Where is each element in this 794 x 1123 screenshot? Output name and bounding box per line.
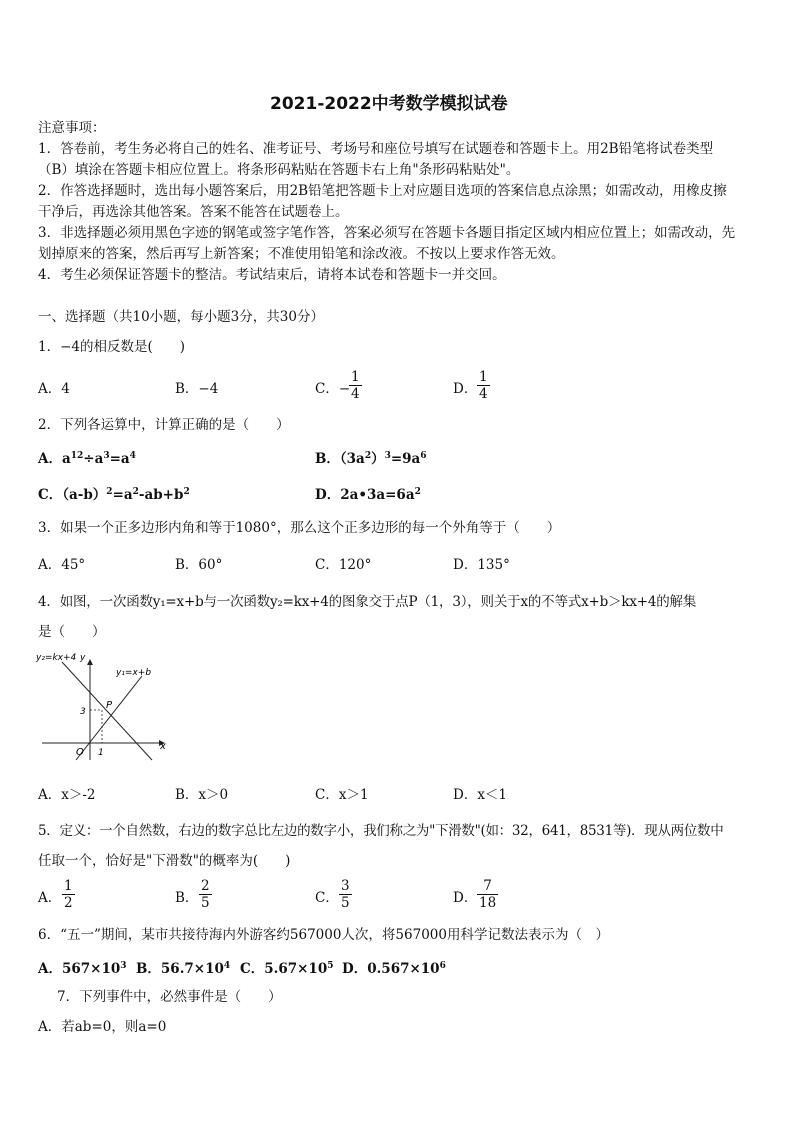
question-2-stem: 2．下列各运算中，计算正确的是（ ） xyxy=(38,417,290,433)
question-4-stem-continued: 是（ ） xyxy=(38,624,106,640)
exponent: 2 xyxy=(132,487,139,497)
label-three: 3 xyxy=(80,707,86,717)
q2-a-text: ÷a xyxy=(83,451,104,467)
notice-line: 划掉原来的答案，然后再写上新答案；不准使用铅笔和涂改液。不按以上要求作答无效。 xyxy=(38,246,565,262)
question-1-stem: 1．−4的相反数是( ) xyxy=(38,339,186,355)
question-3-stem: 3．如果一个正多边形内角和等于1080°，那么这个正多边形的每一个外角等于（ ） xyxy=(38,520,561,536)
q2-option-b xyxy=(315,446,427,469)
fraction-numerator: 3 xyxy=(341,878,350,894)
exponent: 6 xyxy=(439,961,446,971)
fraction-denominator: 18 xyxy=(479,895,497,911)
q2-option-a xyxy=(38,446,136,469)
question-5-stem-continued: 任取一个，恰好是"下滑数"的概率为( ) xyxy=(38,853,291,869)
q1-c-fraction xyxy=(349,369,362,402)
q5-c-prefix: C． xyxy=(315,890,339,906)
question-4-stem: 4．如图，一次函数y₁=x+b与一次函数y₂=kx+4的图象交于点P（1，3），则关于x的不等式x+b＞kx+4的解集 xyxy=(38,594,697,610)
q2-b-text: B．（3a xyxy=(315,451,365,467)
q2-c-text: C．（a-b） xyxy=(38,487,107,503)
exponent: 4 xyxy=(223,961,231,971)
label-y1: y₁=x+b xyxy=(116,668,152,678)
question-7-stem: 7．下列事件中，必然事件是（ ） xyxy=(57,989,282,1005)
label-one: 1 xyxy=(98,748,104,758)
notice-line: 4．考生必须保证答题卡的整洁。考试结束后，请将本试卷和答题卡一并交回。 xyxy=(38,267,506,283)
exponent: 2 xyxy=(106,487,113,497)
fraction-denominator: 5 xyxy=(341,895,350,911)
q2-option-c xyxy=(38,482,190,505)
q6-option-c xyxy=(240,956,334,979)
q2-b-text: =9a xyxy=(390,451,421,467)
q6-option-b xyxy=(136,956,230,979)
q3-option-c: C．120° xyxy=(315,557,372,573)
q6-option-a xyxy=(38,956,127,979)
exponent: 5 xyxy=(327,961,334,971)
section-heading: 一、选择题（共10小题，每小题3分，共30分） xyxy=(38,309,324,325)
q5-b-fraction xyxy=(199,878,212,911)
q5-a-fraction xyxy=(62,878,75,911)
exponent: 4 xyxy=(129,451,136,461)
fraction-numerator: 2 xyxy=(201,878,210,894)
q1-option-a: A．4 xyxy=(38,381,70,397)
q1-option-b: B．−4 xyxy=(175,381,219,397)
label-origin: O xyxy=(76,747,84,758)
q5-d-fraction xyxy=(477,878,498,911)
exponent: 2 xyxy=(364,451,372,461)
q5-a-prefix: A． xyxy=(38,890,62,906)
label-y2: y₂=kx+4 xyxy=(36,653,77,663)
q1-d-fraction xyxy=(477,369,490,402)
fraction-denominator: 4 xyxy=(351,386,360,402)
q6-d-text: D．0.567×10 xyxy=(342,961,440,977)
question-5-stem: 5．定义：一个自然数，右边的数字总比左边的数字小，我们称之为"下滑数"(如：32，641，8531等)．现从两位数中 xyxy=(38,823,724,839)
page-title: 2021-2022中考数学模拟试卷 xyxy=(270,94,508,114)
q2-c-text: -ab+b xyxy=(138,487,184,503)
exponent: 2 xyxy=(183,487,190,497)
fraction-numerator: 1 xyxy=(351,369,360,385)
exponent: 12 xyxy=(70,451,84,461)
notice-line: （B）填涂在答题卡相应位置上。将条形码粘贴在答题卡右上角"条形码粘贴处"。 xyxy=(38,162,520,178)
q5-d-prefix: D． xyxy=(453,890,478,906)
q1-d-prefix: D． xyxy=(453,381,478,397)
q4-function-graph xyxy=(34,648,174,766)
q4-option-a: A．x＞-2 xyxy=(38,787,96,803)
notice-line: 1．答卷前，考生务必将自己的姓名、准考证号、考场号和座位号填写在试题卷和答题卡上。用2B铅笔将试卷类型 xyxy=(38,141,714,157)
q3-option-d: D．135° xyxy=(453,557,510,573)
exponent: 3 xyxy=(103,451,110,461)
notice-line: 2．作答选择题时，选出每小题答案后，用2B铅笔把答题卡上对应题目选项的答案信息点涂黑；如需改动，用橡皮擦 xyxy=(38,183,727,199)
fraction-denominator: 2 xyxy=(64,895,73,911)
q3-option-a: A．45° xyxy=(38,557,86,573)
notice-line: 干净后，再选涂其他答案。答案不能答在试题卷上。 xyxy=(38,204,349,220)
q4-option-b: B．x＞0 xyxy=(175,787,229,803)
notice-heading: 注意事项： xyxy=(38,120,106,136)
q4-option-d: D．x＜1 xyxy=(453,787,508,803)
exponent: 2 xyxy=(414,487,421,497)
q2-option-d xyxy=(315,482,421,505)
q5-c-fraction xyxy=(339,878,352,911)
q3-option-b: B．60° xyxy=(175,557,223,573)
label-y-axis: y xyxy=(80,653,86,663)
q6-c-text: C．5.67×10 xyxy=(240,961,328,977)
q2-d-text: D．2a•3a=6a xyxy=(315,487,415,503)
question-6-stem: 6．“五一”期间，某市共接待海内外游客约567000人次，将567000用科学记数法表示为（ ） xyxy=(38,927,609,943)
q2-a-text: A．a xyxy=(38,451,71,467)
exponent: 3 xyxy=(120,961,127,971)
fraction-numerator: 1 xyxy=(64,878,73,894)
notice-line: 3．非选择题必须用黑色字迹的钢笔或签字笔作答，答案必须写在答题卡各题目指定区域内相应位置上；如需改动，先 xyxy=(38,225,736,241)
exponent: 3 xyxy=(384,451,391,461)
q1-c-prefix: C．− xyxy=(315,381,351,397)
q2-a-text: =a xyxy=(109,451,130,467)
fraction-denominator: 4 xyxy=(479,386,488,402)
q2-c-text: =a xyxy=(112,487,133,503)
fraction-denominator: 5 xyxy=(201,895,210,911)
q6-a-text: A．567×10 xyxy=(38,961,121,977)
q4-option-c: C．x＞1 xyxy=(315,787,369,803)
fraction-numerator: 1 xyxy=(479,369,488,385)
q7-option-a: A．若ab=0，则a=0 xyxy=(38,1019,167,1035)
q6-b-text: B．56.7×10 xyxy=(136,961,224,977)
fraction-numerator: 7 xyxy=(483,878,492,894)
label-x-axis: x xyxy=(160,741,166,752)
q2-b-text: ） xyxy=(371,451,385,467)
q6-option-d xyxy=(342,956,446,979)
q5-b-prefix: B． xyxy=(175,890,199,906)
exponent: 6 xyxy=(420,451,427,461)
label-point-p: P xyxy=(106,700,113,711)
